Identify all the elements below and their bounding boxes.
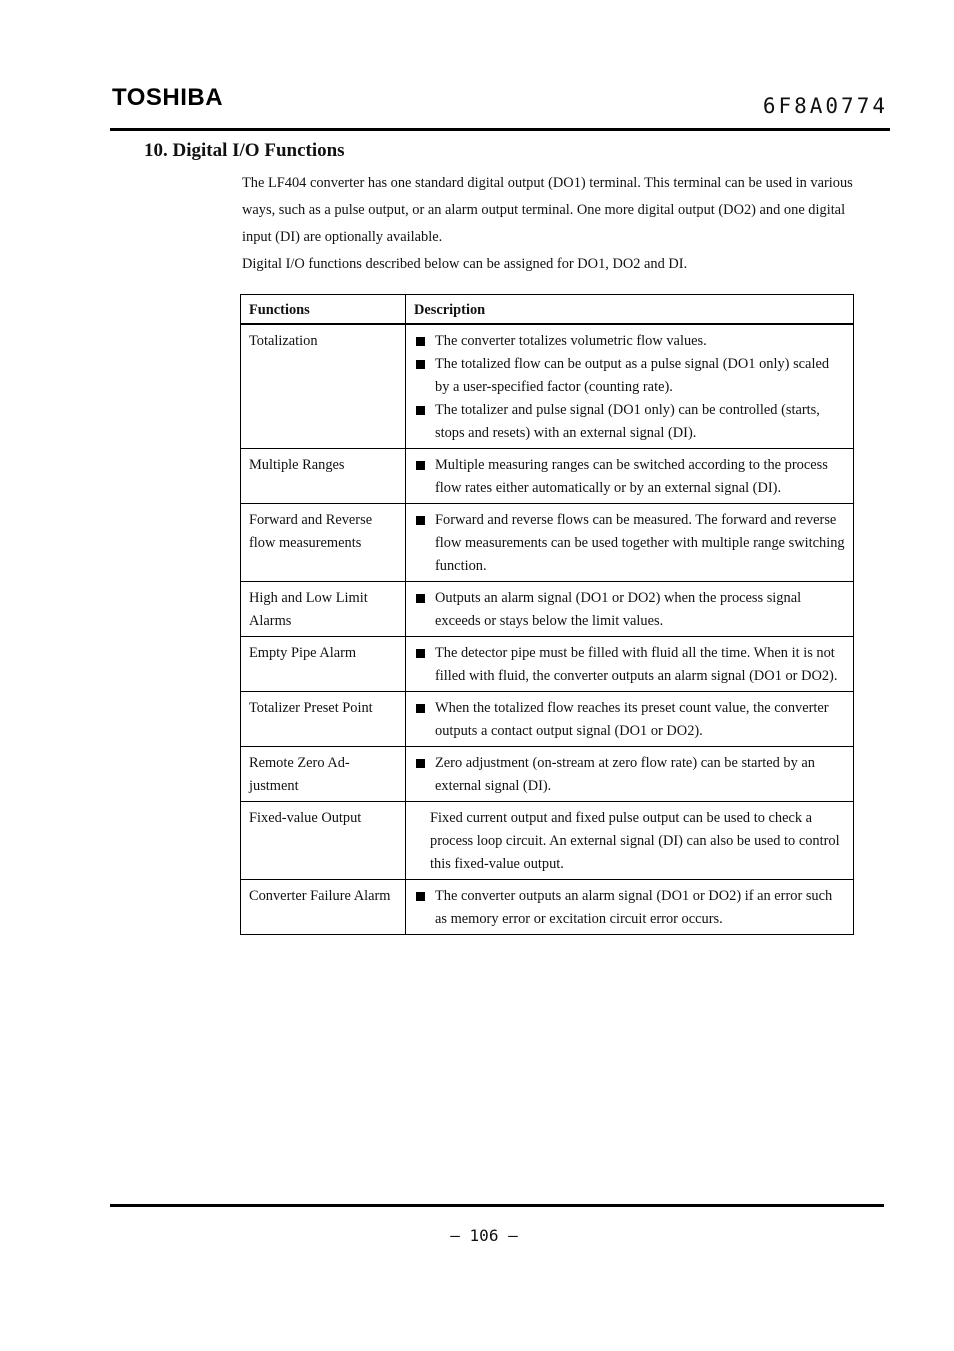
intro-paragraph: Digital I/O functions described below can be assigned for DO1, DO2 and DI. (242, 256, 688, 272)
table-row (241, 880, 854, 935)
function-name: Fixed-value Output (241, 802, 406, 880)
bullet-item: Outputs an alarm signal (DO1 or DO2) when the process signal exceeds or stays below the limit values. (414, 587, 845, 633)
function-name: Converter Failure Alarm (241, 880, 406, 935)
bullet-item: Zero adjustment (on-stream at zero flow rate) can be started by an external signal (DI). (414, 752, 845, 798)
function-name: High and Low Limit Alarms (241, 582, 406, 637)
bullet-item: The converter totalizes volumetric flow values. (414, 330, 845, 353)
document-number: 6F8A0774 (762, 94, 888, 118)
table-header-row (241, 295, 854, 325)
bullet-item: Forward and reverse flows can be measured. The forward and reverse flow measurements can be used together with multiple range switching function. (414, 509, 845, 578)
bullet-item: The totalized flow can be output as a pulse signal (DO1 only) scaled by a user-specified factor (counting rate). (414, 353, 845, 399)
bullet-item: The detector pipe must be filled with fluid all the time. When it is not filled with fluid, the converter outputs an alarm signal (DO1 or DO2). (414, 642, 845, 688)
function-name: Empty Pipe Alarm (241, 637, 406, 692)
digital-io-functions-table (240, 294, 854, 935)
bullet-list (414, 509, 845, 578)
bullet-item: The totalizer and pulse signal (DO1 only) can be controlled (starts, stops and resets) with an external signal (DI). (414, 399, 845, 445)
section-title: 10. Digital I/O Functions (144, 140, 345, 161)
bullet-item: When the totalized flow reaches its preset count value, the converter outputs a contact output signal (DO1 or DO2). (414, 697, 845, 743)
bullet-list (414, 330, 845, 445)
intro-text (242, 170, 862, 278)
function-description (406, 880, 854, 935)
toshiba-logo: TOSHIBA (112, 84, 224, 111)
table-row (241, 324, 854, 449)
function-name: Totalizer Preset Point (241, 692, 406, 747)
table-row (241, 802, 854, 880)
column-header-description: Description (406, 295, 854, 325)
bullet-item: Multiple measuring ranges can be switched according to the process flow rates either automatically or by an external signal (DI). (414, 454, 845, 500)
function-description (406, 802, 854, 880)
footer-rule (110, 1204, 884, 1207)
description-text: Fixed current output and fixed pulse output can be used to check a process loop circuit. An external signal (DI) can also be used to control this fixed-value output. (430, 810, 840, 872)
function-description (406, 637, 854, 692)
page-number: — 106 — (450, 1226, 518, 1245)
table-row (241, 449, 854, 504)
intro-paragraph: The LF404 converter has one standard digital output (DO1) terminal. This terminal can be used in various ways, such as a pulse output, or an alarm output terminal. One more digital output (DO2) and one digital input (DI) are optionally available. (242, 175, 853, 245)
function-description (406, 324, 854, 449)
function-description (406, 747, 854, 802)
column-header-functions: Functions (241, 295, 406, 325)
bullet-list (414, 697, 845, 743)
function-name: Totalization (241, 324, 406, 449)
function-name: Remote Zero Ad-justment (241, 747, 406, 802)
function-name: Multiple Ranges (241, 449, 406, 504)
bullet-list (414, 885, 845, 931)
function-description (406, 582, 854, 637)
header-rule (110, 128, 890, 131)
bullet-list (414, 454, 845, 500)
function-description (406, 449, 854, 504)
function-description (406, 692, 854, 747)
table-row (241, 747, 854, 802)
table-row (241, 582, 854, 637)
function-description (406, 504, 854, 582)
bullet-list (414, 752, 845, 798)
function-name: Forward and Reverse flow measurements (241, 504, 406, 582)
bullet-item: The converter outputs an alarm signal (DO1 or DO2) if an error such as memory error or excitation circuit error occurs. (414, 885, 845, 931)
table-row (241, 637, 854, 692)
table-row (241, 504, 854, 582)
bullet-list (414, 587, 845, 633)
table-row (241, 692, 854, 747)
bullet-list (414, 642, 845, 688)
